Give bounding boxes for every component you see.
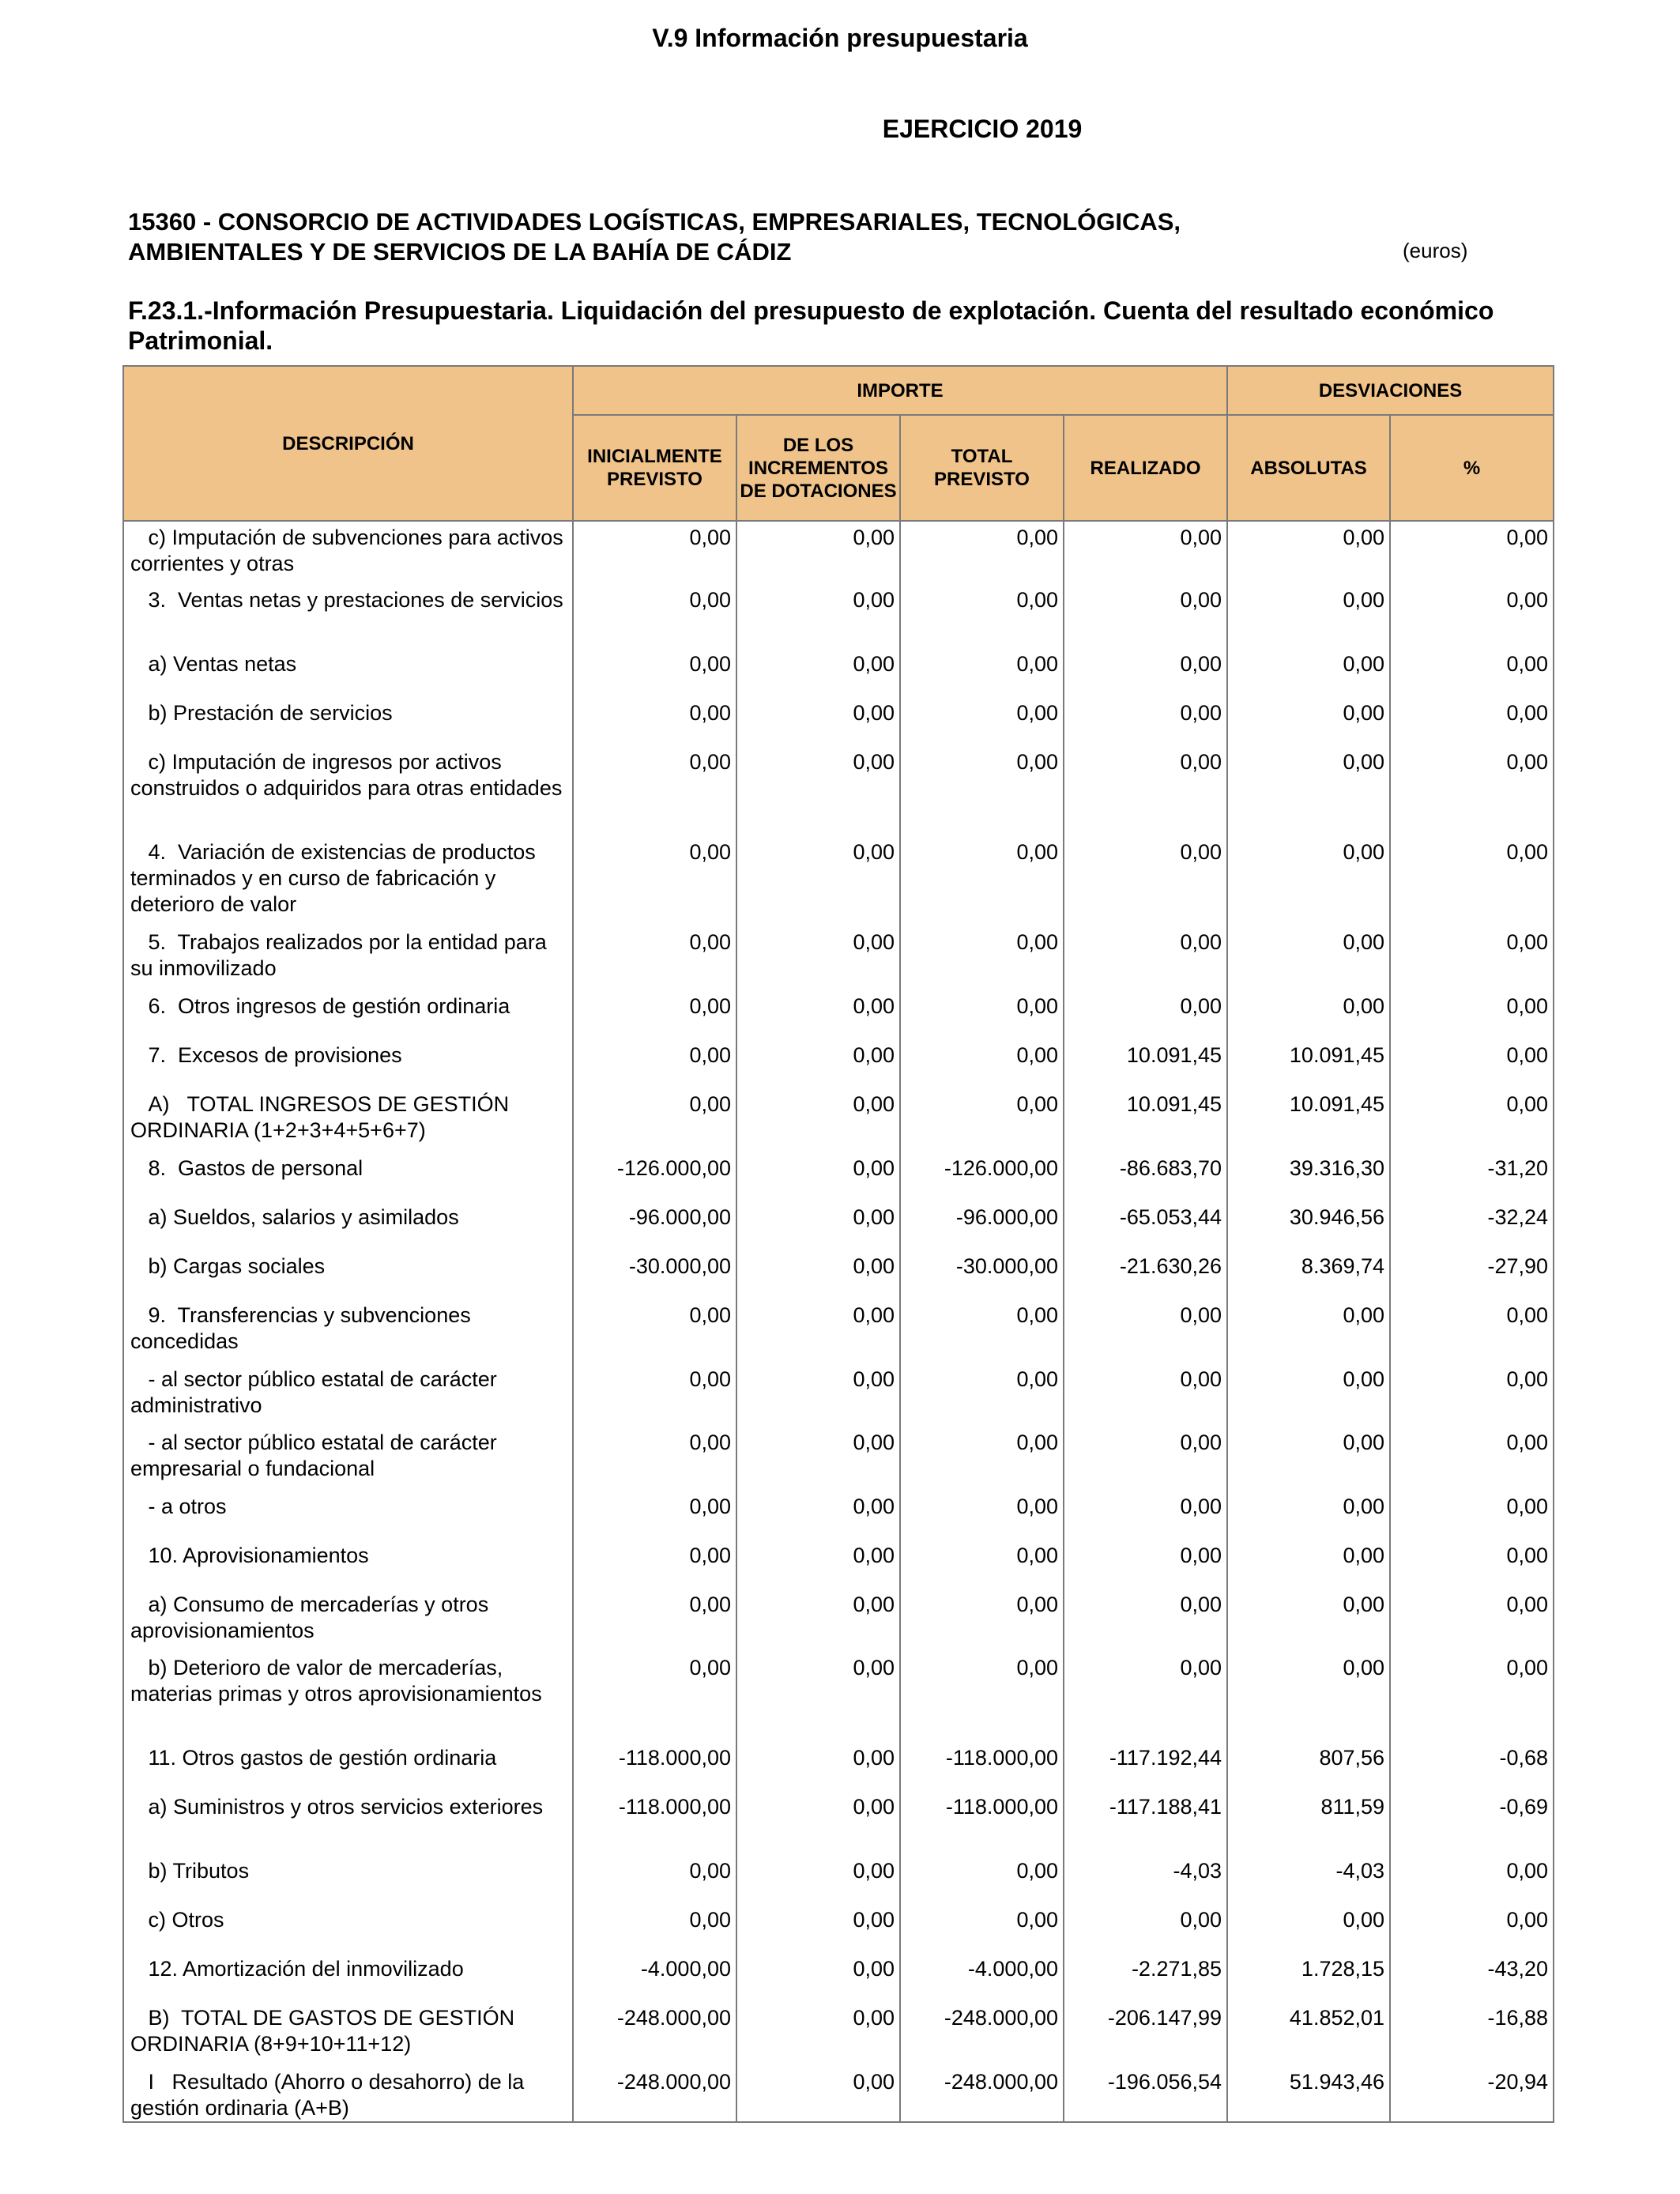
- cell-incrementos: 0,00: [736, 1201, 900, 1250]
- cell-incrementos: 0,00: [736, 2066, 900, 2122]
- cell-descripcion: b) Deterioro de valor de mercaderías, materias primas y otros aprovisionamientos: [123, 1652, 573, 1742]
- cell-porcentaje: -0,68: [1390, 1742, 1554, 1791]
- cell-absolutas: 0,00: [1227, 1652, 1390, 1742]
- header-porcentaje: %: [1390, 415, 1554, 521]
- cell-incrementos: 0,00: [736, 1299, 900, 1363]
- cell-descripcion: 10. Aprovisionamientos: [123, 1540, 573, 1589]
- cell-incrementos: 0,00: [736, 697, 900, 746]
- cell-realizado: 0,00: [1064, 1540, 1227, 1589]
- cell-absolutas: 0,00: [1227, 1363, 1390, 1427]
- cell-total-previsto: 0,00: [900, 1904, 1064, 1953]
- table-row: [123, 746, 1554, 836]
- cell-inicialmente-previsto: -4.000,00: [573, 1953, 736, 2002]
- cell-total-previsto: 0,00: [900, 1299, 1064, 1363]
- header-descripcion: DESCRIPCIÓN: [123, 366, 573, 521]
- cell-descripcion: a) Suministros y otros servicios exteriores: [123, 1791, 573, 1855]
- cell-total-previsto: -96.000,00: [900, 1201, 1064, 1250]
- cell-descripcion: 12. Amortización del inmovilizado: [123, 1953, 573, 2002]
- cell-incrementos: 0,00: [736, 1791, 900, 1855]
- cell-descripcion: a) Consumo de mercaderías y otros aprovisionamientos: [123, 1589, 573, 1652]
- cell-inicialmente-previsto: 0,00: [573, 697, 736, 746]
- cell-inicialmente-previsto: 0,00: [573, 1904, 736, 1953]
- table-row: [123, 1904, 1554, 1953]
- table-header: [123, 366, 1554, 521]
- cell-realizado: -117.188,41: [1064, 1791, 1227, 1855]
- cell-incrementos: 0,00: [736, 1427, 900, 1491]
- cell-descripcion: I Resultado (Ahorro o desahorro) de la gestión ordinaria (A+B): [123, 2066, 573, 2122]
- cell-inicialmente-previsto: 0,00: [573, 1299, 736, 1363]
- cell-descripcion: b) Cargas sociales: [123, 1250, 573, 1299]
- cell-descripcion: 3. Ventas netas y prestaciones de servicios: [123, 584, 573, 648]
- cell-porcentaje: -32,24: [1390, 1201, 1554, 1250]
- table-row: [123, 1652, 1554, 1742]
- cell-realizado: -117.192,44: [1064, 1742, 1227, 1791]
- cell-incrementos: 0,00: [736, 1039, 900, 1088]
- cell-porcentaje: -16,88: [1390, 2002, 1554, 2066]
- table-row: [123, 1791, 1554, 1855]
- header-inicialmente-previsto: INICIALMENTE PREVISTO: [573, 415, 736, 521]
- cell-realizado: 0,00: [1064, 1652, 1227, 1742]
- table-row: [123, 926, 1554, 990]
- cell-realizado: 0,00: [1064, 990, 1227, 1039]
- cell-porcentaje: -0,69: [1390, 1791, 1554, 1855]
- cell-inicialmente-previsto: 0,00: [573, 1540, 736, 1589]
- cell-total-previsto: 0,00: [900, 836, 1064, 926]
- cell-inicialmente-previsto: 0,00: [573, 648, 736, 697]
- cell-absolutas: 0,00: [1227, 746, 1390, 836]
- cell-inicialmente-previsto: 0,00: [573, 1855, 736, 1904]
- cell-absolutas: 0,00: [1227, 1299, 1390, 1363]
- cell-realizado: 10.091,45: [1064, 1039, 1227, 1088]
- header-group-importe: IMPORTE: [573, 366, 1227, 415]
- cell-total-previsto: -248.000,00: [900, 2066, 1064, 2122]
- cell-porcentaje: 0,00: [1390, 648, 1554, 697]
- ejercicio-title: EJERCICIO 2019: [882, 115, 1083, 143]
- cell-total-previsto: 0,00: [900, 1855, 1064, 1904]
- cell-absolutas: 0,00: [1227, 1904, 1390, 1953]
- cell-absolutas: 51.943,46: [1227, 2066, 1390, 2122]
- cell-porcentaje: 0,00: [1390, 584, 1554, 648]
- cell-inicialmente-previsto: 0,00: [573, 746, 736, 836]
- cell-porcentaje: 0,00: [1390, 1299, 1554, 1363]
- cell-porcentaje: 0,00: [1390, 1491, 1554, 1540]
- table-row: [123, 697, 1554, 746]
- cell-realizado: 0,00: [1064, 584, 1227, 648]
- cell-incrementos: 0,00: [736, 1742, 900, 1791]
- cell-total-previsto: 0,00: [900, 1363, 1064, 1427]
- cell-descripcion: B) TOTAL DE GASTOS DE GESTIÓN ORDINARIA (8+9+10+11+12): [123, 2002, 573, 2066]
- cell-inicialmente-previsto: 0,00: [573, 836, 736, 926]
- cell-incrementos: 0,00: [736, 926, 900, 990]
- cell-porcentaje: -27,90: [1390, 1250, 1554, 1299]
- cell-descripcion: a) Sueldos, salarios y asimilados: [123, 1201, 573, 1250]
- cell-inicialmente-previsto: 0,00: [573, 521, 736, 584]
- cell-incrementos: 0,00: [736, 521, 900, 584]
- cell-total-previsto: 0,00: [900, 1491, 1064, 1540]
- cell-realizado: 0,00: [1064, 521, 1227, 584]
- table-row: [123, 990, 1554, 1039]
- table-row: [123, 1201, 1554, 1250]
- cell-descripcion: c) Imputación de ingresos por activos construidos o adquiridos para otras entidades: [123, 746, 573, 836]
- cell-inicialmente-previsto: 0,00: [573, 926, 736, 990]
- cell-total-previsto: -30.000,00: [900, 1250, 1064, 1299]
- cell-porcentaje: 0,00: [1390, 1088, 1554, 1152]
- cell-total-previsto: 0,00: [900, 746, 1064, 836]
- cell-porcentaje: -43,20: [1390, 1953, 1554, 2002]
- cell-realizado: 0,00: [1064, 648, 1227, 697]
- cell-inicialmente-previsto: -248.000,00: [573, 2066, 736, 2122]
- units-label: (euros): [1403, 239, 1468, 262]
- cell-incrementos: 0,00: [736, 1088, 900, 1152]
- table-row: [123, 1855, 1554, 1904]
- cell-descripcion: c) Imputación de subvenciones para activos corrientes y otras: [123, 521, 573, 584]
- entity-name: [128, 207, 1432, 267]
- table-row: [123, 836, 1554, 926]
- cell-total-previsto: -118.000,00: [900, 1742, 1064, 1791]
- budget-table: [122, 365, 1554, 2123]
- cell-porcentaje: 0,00: [1390, 697, 1554, 746]
- cell-descripcion: 8. Gastos de personal: [123, 1152, 573, 1201]
- cell-total-previsto: 0,00: [900, 521, 1064, 584]
- cell-absolutas: 0,00: [1227, 1427, 1390, 1491]
- cell-porcentaje: 0,00: [1390, 1427, 1554, 1491]
- header-incrementos: DE LOS INCREMENTOS DE DOTACIONES: [736, 415, 900, 521]
- cell-descripcion: 4. Variación de existencias de productos terminados y en curso de fabricación y deterioro de valor: [123, 836, 573, 926]
- table-row: [123, 1540, 1554, 1589]
- table-row: [123, 2002, 1554, 2066]
- cell-porcentaje: 0,00: [1390, 926, 1554, 990]
- cell-inicialmente-previsto: 0,00: [573, 1039, 736, 1088]
- cell-realizado: -4,03: [1064, 1855, 1227, 1904]
- cell-inicialmente-previsto: -248.000,00: [573, 2002, 736, 2066]
- cell-realizado: 10.091,45: [1064, 1088, 1227, 1152]
- cell-realizado: 0,00: [1064, 926, 1227, 990]
- cell-total-previsto: 0,00: [900, 1088, 1064, 1152]
- cell-absolutas: 0,00: [1227, 1540, 1390, 1589]
- cell-incrementos: 0,00: [736, 1540, 900, 1589]
- cell-porcentaje: 0,00: [1390, 1904, 1554, 1953]
- cell-realizado: 0,00: [1064, 697, 1227, 746]
- cell-descripcion: A) TOTAL INGRESOS DE GESTIÓN ORDINARIA (1+2+3+4+5+6+7): [123, 1088, 573, 1152]
- cell-incrementos: 0,00: [736, 990, 900, 1039]
- cell-descripcion: c) Otros: [123, 1904, 573, 1953]
- cell-total-previsto: 0,00: [900, 584, 1064, 648]
- cell-inicialmente-previsto: 0,00: [573, 990, 736, 1039]
- cell-incrementos: 0,00: [736, 1855, 900, 1904]
- table-body: [123, 521, 1554, 2122]
- cell-total-previsto: 0,00: [900, 990, 1064, 1039]
- cell-descripcion: 11. Otros gastos de gestión ordinaria: [123, 1742, 573, 1791]
- cell-total-previsto: 0,00: [900, 1427, 1064, 1491]
- cell-absolutas: 41.852,01: [1227, 2002, 1390, 2066]
- cell-porcentaje: -20,94: [1390, 2066, 1554, 2122]
- cell-total-previsto: 0,00: [900, 648, 1064, 697]
- cell-inicialmente-previsto: 0,00: [573, 1363, 736, 1427]
- cell-descripcion: 6. Otros ingresos de gestión ordinaria: [123, 990, 573, 1039]
- cell-porcentaje: 0,00: [1390, 746, 1554, 836]
- cell-realizado: -65.053,44: [1064, 1201, 1227, 1250]
- cell-absolutas: 30.946,56: [1227, 1201, 1390, 1250]
- cell-inicialmente-previsto: -118.000,00: [573, 1742, 736, 1791]
- cell-descripcion: - al sector público estatal de carácter administrativo: [123, 1363, 573, 1427]
- table-row: [123, 1742, 1554, 1791]
- cell-total-previsto: -126.000,00: [900, 1152, 1064, 1201]
- table-row: [123, 1427, 1554, 1491]
- cell-descripcion: 7. Excesos de provisiones: [123, 1039, 573, 1088]
- cell-absolutas: 10.091,45: [1227, 1039, 1390, 1088]
- cell-incrementos: 0,00: [736, 1904, 900, 1953]
- cell-realizado: -86.683,70: [1064, 1152, 1227, 1201]
- cell-incrementos: 0,00: [736, 746, 900, 836]
- cell-absolutas: 807,56: [1227, 1742, 1390, 1791]
- cell-porcentaje: 0,00: [1390, 836, 1554, 926]
- cell-absolutas: -4,03: [1227, 1855, 1390, 1904]
- cell-inicialmente-previsto: 0,00: [573, 1088, 736, 1152]
- cell-porcentaje: 0,00: [1390, 1855, 1554, 1904]
- cell-realizado: -21.630,26: [1064, 1250, 1227, 1299]
- cell-porcentaje: 0,00: [1390, 1652, 1554, 1742]
- cell-porcentaje: 0,00: [1390, 1363, 1554, 1427]
- cell-incrementos: 0,00: [736, 1953, 900, 2002]
- table-row: [123, 1491, 1554, 1540]
- cell-absolutas: 39.316,30: [1227, 1152, 1390, 1201]
- cell-inicialmente-previsto: 0,00: [573, 1652, 736, 1742]
- cell-absolutas: 1.728,15: [1227, 1953, 1390, 2002]
- cell-absolutas: 0,00: [1227, 1589, 1390, 1652]
- cell-realizado: 0,00: [1064, 1363, 1227, 1427]
- cell-incrementos: 0,00: [736, 1250, 900, 1299]
- cell-absolutas: 8.369,74: [1227, 1250, 1390, 1299]
- header-realizado: REALIZADO: [1064, 415, 1227, 521]
- cell-realizado: 0,00: [1064, 836, 1227, 926]
- form-title: F.23.1.-Información Presupuestaria. Liquidación del presupuesto de explotación. Cuenta del resultado económico Patrimonial.: [128, 296, 1494, 355]
- cell-absolutas: 0,00: [1227, 521, 1390, 584]
- section-title: V.9 Información presupuestaria: [652, 24, 1028, 52]
- cell-incrementos: 0,00: [736, 1491, 900, 1540]
- cell-realizado: 0,00: [1064, 1299, 1227, 1363]
- table-row: [123, 1088, 1554, 1152]
- cell-realizado: -206.147,99: [1064, 2002, 1227, 2066]
- cell-porcentaje: 0,00: [1390, 521, 1554, 584]
- cell-descripcion: 9. Transferencias y subvenciones concedidas: [123, 1299, 573, 1363]
- cell-total-previsto: 0,00: [900, 1652, 1064, 1742]
- cell-incrementos: 0,00: [736, 1152, 900, 1201]
- cell-realizado: 0,00: [1064, 1491, 1227, 1540]
- entity-name-line2: AMBIENTALES Y DE SERVICIOS DE LA BAHÍA DE CÁDIZ: [128, 238, 792, 266]
- cell-total-previsto: -4.000,00: [900, 1953, 1064, 2002]
- cell-incrementos: 0,00: [736, 1589, 900, 1652]
- table-row: [123, 1299, 1554, 1363]
- cell-inicialmente-previsto: 0,00: [573, 1427, 736, 1491]
- entity-name-line1: 15360 - CONSORCIO DE ACTIVIDADES LOGÍSTICAS, EMPRESARIALES, TECNOLÓGICAS,: [128, 208, 1181, 236]
- header-group-desviaciones: DESVIACIONES: [1227, 366, 1554, 415]
- cell-total-previsto: 0,00: [900, 1039, 1064, 1088]
- cell-incrementos: 0,00: [736, 648, 900, 697]
- cell-descripcion: 5. Trabajos realizados por la entidad para su inmovilizado: [123, 926, 573, 990]
- table-row: [123, 1953, 1554, 2002]
- cell-realizado: -196.056,54: [1064, 2066, 1227, 2122]
- cell-inicialmente-previsto: 0,00: [573, 584, 736, 648]
- cell-porcentaje: 0,00: [1390, 990, 1554, 1039]
- cell-absolutas: 0,00: [1227, 836, 1390, 926]
- table-row: [123, 648, 1554, 697]
- cell-inicialmente-previsto: 0,00: [573, 1589, 736, 1652]
- cell-total-previsto: 0,00: [900, 926, 1064, 990]
- cell-porcentaje: -31,20: [1390, 1152, 1554, 1201]
- cell-porcentaje: 0,00: [1390, 1540, 1554, 1589]
- cell-absolutas: 10.091,45: [1227, 1088, 1390, 1152]
- table-row: [123, 1363, 1554, 1427]
- cell-realizado: 0,00: [1064, 746, 1227, 836]
- cell-porcentaje: 0,00: [1390, 1039, 1554, 1088]
- cell-descripcion: - al sector público estatal de carácter empresarial o fundacional: [123, 1427, 573, 1491]
- cell-incrementos: 0,00: [736, 836, 900, 926]
- cell-descripcion: b) Prestación de servicios: [123, 697, 573, 746]
- cell-incrementos: 0,00: [736, 1652, 900, 1742]
- cell-inicialmente-previsto: -30.000,00: [573, 1250, 736, 1299]
- cell-descripcion: - a otros: [123, 1491, 573, 1540]
- table-row: [123, 2066, 1554, 2122]
- cell-total-previsto: 0,00: [900, 1589, 1064, 1652]
- cell-porcentaje: 0,00: [1390, 1589, 1554, 1652]
- cell-inicialmente-previsto: -96.000,00: [573, 1201, 736, 1250]
- cell-absolutas: 811,59: [1227, 1791, 1390, 1855]
- cell-absolutas: 0,00: [1227, 1491, 1390, 1540]
- cell-descripcion: b) Tributos: [123, 1855, 573, 1904]
- cell-realizado: 0,00: [1064, 1427, 1227, 1491]
- table-row: [123, 584, 1554, 648]
- cell-descripcion: a) Ventas netas: [123, 648, 573, 697]
- table-row: [123, 1589, 1554, 1652]
- table-row: [123, 1039, 1554, 1088]
- cell-incrementos: 0,00: [736, 584, 900, 648]
- cell-absolutas: 0,00: [1227, 990, 1390, 1039]
- table-row: [123, 1250, 1554, 1299]
- cell-realizado: 0,00: [1064, 1904, 1227, 1953]
- table-row: [123, 1152, 1554, 1201]
- cell-incrementos: 0,00: [736, 2002, 900, 2066]
- cell-absolutas: 0,00: [1227, 648, 1390, 697]
- cell-realizado: -2.271,85: [1064, 1953, 1227, 2002]
- cell-incrementos: 0,00: [736, 1363, 900, 1427]
- cell-total-previsto: -118.000,00: [900, 1791, 1064, 1855]
- cell-inicialmente-previsto: -126.000,00: [573, 1152, 736, 1201]
- cell-inicialmente-previsto: -118.000,00: [573, 1791, 736, 1855]
- cell-absolutas: 0,00: [1227, 584, 1390, 648]
- table-row: [123, 521, 1554, 584]
- cell-total-previsto: 0,00: [900, 697, 1064, 746]
- cell-total-previsto: 0,00: [900, 1540, 1064, 1589]
- cell-inicialmente-previsto: 0,00: [573, 1491, 736, 1540]
- header-total-previsto: TOTAL PREVISTO: [900, 415, 1064, 521]
- cell-absolutas: 0,00: [1227, 926, 1390, 990]
- cell-realizado: 0,00: [1064, 1589, 1227, 1652]
- header-absolutas: ABSOLUTAS: [1227, 415, 1390, 521]
- cell-absolutas: 0,00: [1227, 697, 1390, 746]
- cell-total-previsto: -248.000,00: [900, 2002, 1064, 2066]
